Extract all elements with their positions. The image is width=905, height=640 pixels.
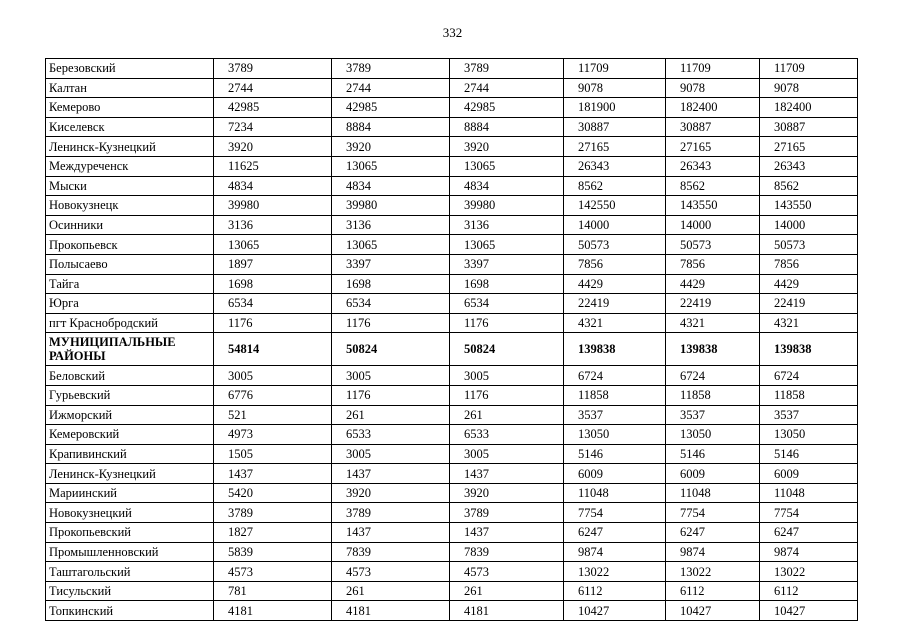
value-cell: 11048 bbox=[760, 483, 858, 503]
table-body bbox=[46, 59, 858, 621]
table-row bbox=[46, 137, 858, 157]
value-cell: 6247 bbox=[564, 523, 666, 543]
value-cell: 13022 bbox=[666, 562, 760, 582]
value-cell: 6009 bbox=[760, 464, 858, 484]
value-cell: 6534 bbox=[332, 294, 450, 314]
row-name-cell: Новокузнецк bbox=[46, 196, 214, 216]
value-cell: 1827 bbox=[214, 523, 332, 543]
value-cell: 7839 bbox=[332, 542, 450, 562]
table-row bbox=[46, 176, 858, 196]
table-row bbox=[46, 274, 858, 294]
value-cell: 3789 bbox=[332, 503, 450, 523]
value-cell: 5420 bbox=[214, 483, 332, 503]
table-row bbox=[46, 215, 858, 235]
value-cell: 14000 bbox=[760, 215, 858, 235]
row-name-cell: Калтан bbox=[46, 78, 214, 98]
value-cell: 4321 bbox=[760, 313, 858, 333]
value-cell: 1176 bbox=[332, 385, 450, 405]
value-cell: 39980 bbox=[214, 196, 332, 216]
value-cell: 13050 bbox=[564, 425, 666, 445]
value-cell: 27165 bbox=[666, 137, 760, 157]
value-cell: 4429 bbox=[666, 274, 760, 294]
table-row bbox=[46, 405, 858, 425]
value-cell: 6724 bbox=[666, 366, 760, 386]
value-cell: 13022 bbox=[760, 562, 858, 582]
value-cell: 6533 bbox=[332, 425, 450, 445]
value-cell: 4573 bbox=[450, 562, 564, 582]
value-cell: 3789 bbox=[332, 59, 450, 79]
table-row bbox=[46, 542, 858, 562]
value-cell: 5146 bbox=[666, 444, 760, 464]
page-number: 332 bbox=[442, 25, 463, 40]
value-cell: 4181 bbox=[332, 601, 450, 621]
value-cell: 4321 bbox=[666, 313, 760, 333]
value-cell: 4181 bbox=[450, 601, 564, 621]
value-cell: 6009 bbox=[666, 464, 760, 484]
table-row bbox=[46, 425, 858, 445]
value-cell: 1176 bbox=[214, 313, 332, 333]
value-cell: 3920 bbox=[332, 137, 450, 157]
table-row bbox=[46, 78, 858, 98]
value-cell: 521 bbox=[214, 405, 332, 425]
value-cell: 11858 bbox=[564, 385, 666, 405]
value-cell: 2744 bbox=[332, 78, 450, 98]
value-cell: 11709 bbox=[760, 59, 858, 79]
value-cell: 42985 bbox=[214, 98, 332, 118]
value-cell: 30887 bbox=[564, 117, 666, 137]
value-cell: 3005 bbox=[450, 366, 564, 386]
value-cell: 9874 bbox=[760, 542, 858, 562]
value-cell: 6112 bbox=[666, 581, 760, 601]
row-name-cell: Юрга bbox=[46, 294, 214, 314]
value-cell: 3005 bbox=[214, 366, 332, 386]
row-name-cell: Прокопьевский bbox=[46, 523, 214, 543]
table-row bbox=[46, 483, 858, 503]
value-cell: 6112 bbox=[564, 581, 666, 601]
value-cell: 3789 bbox=[214, 503, 332, 523]
table-row bbox=[46, 562, 858, 582]
row-name-cell: Киселевск bbox=[46, 117, 214, 137]
value-cell: 8562 bbox=[564, 176, 666, 196]
value-cell: 261 bbox=[332, 405, 450, 425]
value-cell: 6534 bbox=[450, 294, 564, 314]
row-name-cell: Ижморский bbox=[46, 405, 214, 425]
row-name-cell: Кемерово bbox=[46, 98, 214, 118]
row-name-cell: Осинники bbox=[46, 215, 214, 235]
value-cell: 10427 bbox=[666, 601, 760, 621]
table-row bbox=[46, 294, 858, 314]
value-cell: 4834 bbox=[332, 176, 450, 196]
value-cell: 261 bbox=[332, 581, 450, 601]
value-cell: 9078 bbox=[666, 78, 760, 98]
value-cell: 7234 bbox=[214, 117, 332, 137]
value-cell: 50573 bbox=[666, 235, 760, 255]
value-cell: 139838 bbox=[760, 333, 858, 366]
value-cell: 1437 bbox=[214, 464, 332, 484]
value-cell: 7839 bbox=[450, 542, 564, 562]
table-row bbox=[46, 156, 858, 176]
value-cell: 3920 bbox=[450, 137, 564, 157]
row-name-cell: Прокопьевск bbox=[46, 235, 214, 255]
value-cell: 39980 bbox=[332, 196, 450, 216]
value-cell: 3136 bbox=[214, 215, 332, 235]
value-cell: 7856 bbox=[760, 254, 858, 274]
value-cell: 42985 bbox=[450, 98, 564, 118]
value-cell: 142550 bbox=[564, 196, 666, 216]
value-cell: 3920 bbox=[450, 483, 564, 503]
row-name-cell: Тайга bbox=[46, 274, 214, 294]
value-cell: 22419 bbox=[564, 294, 666, 314]
value-cell: 13065 bbox=[214, 235, 332, 255]
value-cell: 6112 bbox=[760, 581, 858, 601]
value-cell: 10427 bbox=[760, 601, 858, 621]
value-cell: 6534 bbox=[214, 294, 332, 314]
value-cell: 4573 bbox=[214, 562, 332, 582]
value-cell: 6533 bbox=[450, 425, 564, 445]
value-cell: 3397 bbox=[332, 254, 450, 274]
value-cell: 3537 bbox=[760, 405, 858, 425]
value-cell: 11858 bbox=[666, 385, 760, 405]
value-cell: 7754 bbox=[666, 503, 760, 523]
value-cell: 11709 bbox=[564, 59, 666, 79]
row-name-cell: Ленинск-Кузнецкий bbox=[46, 464, 214, 484]
value-cell: 50573 bbox=[760, 235, 858, 255]
value-cell: 9874 bbox=[666, 542, 760, 562]
value-cell: 10427 bbox=[564, 601, 666, 621]
value-cell: 50824 bbox=[332, 333, 450, 366]
value-cell: 14000 bbox=[564, 215, 666, 235]
value-cell: 139838 bbox=[564, 333, 666, 366]
value-cell: 5146 bbox=[760, 444, 858, 464]
table-row bbox=[46, 601, 858, 621]
value-cell: 3789 bbox=[450, 59, 564, 79]
value-cell: 42985 bbox=[332, 98, 450, 118]
value-cell: 1437 bbox=[332, 464, 450, 484]
value-cell: 6776 bbox=[214, 385, 332, 405]
section-row bbox=[46, 333, 858, 366]
value-cell: 4321 bbox=[564, 313, 666, 333]
value-cell: 26343 bbox=[666, 156, 760, 176]
table-row bbox=[46, 444, 858, 464]
value-cell: 4573 bbox=[332, 562, 450, 582]
row-name-cell: Междуреченск bbox=[46, 156, 214, 176]
value-cell: 3920 bbox=[214, 137, 332, 157]
value-cell: 11858 bbox=[760, 385, 858, 405]
row-name-cell: Беловский bbox=[46, 366, 214, 386]
value-cell: 5146 bbox=[564, 444, 666, 464]
table-row bbox=[46, 59, 858, 79]
value-cell: 3537 bbox=[666, 405, 760, 425]
row-name-cell: Топкинский bbox=[46, 601, 214, 621]
table-row bbox=[46, 235, 858, 255]
value-cell: 8884 bbox=[332, 117, 450, 137]
value-cell: 9078 bbox=[564, 78, 666, 98]
value-cell: 6724 bbox=[760, 366, 858, 386]
table-row bbox=[46, 464, 858, 484]
row-name-cell: Мариинский bbox=[46, 483, 214, 503]
value-cell: 30887 bbox=[760, 117, 858, 137]
value-cell: 261 bbox=[450, 405, 564, 425]
table-row bbox=[46, 98, 858, 118]
table-row bbox=[46, 117, 858, 137]
value-cell: 1437 bbox=[450, 523, 564, 543]
value-cell: 1698 bbox=[450, 274, 564, 294]
value-cell: 50824 bbox=[450, 333, 564, 366]
table-row bbox=[46, 503, 858, 523]
value-cell: 781 bbox=[214, 581, 332, 601]
row-name-cell: Мыски bbox=[46, 176, 214, 196]
value-cell: 13050 bbox=[666, 425, 760, 445]
row-name-cell: пгт Краснобродский bbox=[46, 313, 214, 333]
value-cell: 1698 bbox=[214, 274, 332, 294]
value-cell: 1176 bbox=[450, 313, 564, 333]
value-cell: 1176 bbox=[332, 313, 450, 333]
value-cell: 6724 bbox=[564, 366, 666, 386]
row-name-cell: Березовский bbox=[46, 59, 214, 79]
value-cell: 139838 bbox=[666, 333, 760, 366]
value-cell: 2744 bbox=[450, 78, 564, 98]
value-cell: 9078 bbox=[760, 78, 858, 98]
value-cell: 143550 bbox=[760, 196, 858, 216]
value-cell: 7754 bbox=[760, 503, 858, 523]
value-cell: 11048 bbox=[666, 483, 760, 503]
value-cell: 13050 bbox=[760, 425, 858, 445]
table-row bbox=[46, 196, 858, 216]
value-cell: 182400 bbox=[760, 98, 858, 118]
value-cell: 13065 bbox=[332, 235, 450, 255]
row-name-cell: Тисульский bbox=[46, 581, 214, 601]
value-cell: 181900 bbox=[564, 98, 666, 118]
row-name-cell: Таштагольский bbox=[46, 562, 214, 582]
value-cell: 6009 bbox=[564, 464, 666, 484]
table-row bbox=[46, 523, 858, 543]
value-cell: 3005 bbox=[332, 444, 450, 464]
value-cell: 13022 bbox=[564, 562, 666, 582]
value-cell: 7856 bbox=[564, 254, 666, 274]
value-cell: 54814 bbox=[214, 333, 332, 366]
value-cell: 22419 bbox=[760, 294, 858, 314]
value-cell: 7856 bbox=[666, 254, 760, 274]
table-row bbox=[46, 313, 858, 333]
value-cell: 1437 bbox=[450, 464, 564, 484]
value-cell: 1505 bbox=[214, 444, 332, 464]
value-cell: 50573 bbox=[564, 235, 666, 255]
value-cell: 3397 bbox=[450, 254, 564, 274]
value-cell: 6247 bbox=[760, 523, 858, 543]
value-cell: 13065 bbox=[450, 156, 564, 176]
value-cell: 6247 bbox=[666, 523, 760, 543]
value-cell: 182400 bbox=[666, 98, 760, 118]
row-name-cell: МУНИЦИПАЛЬНЫЕ РАЙОНЫ bbox=[46, 333, 214, 366]
value-cell: 1698 bbox=[332, 274, 450, 294]
value-cell: 27165 bbox=[760, 137, 858, 157]
value-cell: 27165 bbox=[564, 137, 666, 157]
value-cell: 9874 bbox=[564, 542, 666, 562]
row-name-cell: Гурьевский bbox=[46, 385, 214, 405]
value-cell: 7754 bbox=[564, 503, 666, 523]
value-cell: 3789 bbox=[214, 59, 332, 79]
value-cell: 39980 bbox=[450, 196, 564, 216]
value-cell: 14000 bbox=[666, 215, 760, 235]
value-cell: 1176 bbox=[450, 385, 564, 405]
value-cell: 8562 bbox=[760, 176, 858, 196]
value-cell: 4429 bbox=[564, 274, 666, 294]
value-cell: 13065 bbox=[450, 235, 564, 255]
value-cell: 4834 bbox=[214, 176, 332, 196]
row-name-cell: Ленинск-Кузнецкий bbox=[46, 137, 214, 157]
value-cell: 26343 bbox=[760, 156, 858, 176]
value-cell: 22419 bbox=[666, 294, 760, 314]
value-cell: 8562 bbox=[666, 176, 760, 196]
value-cell: 3920 bbox=[332, 483, 450, 503]
row-name-cell: Крапивинский bbox=[46, 444, 214, 464]
value-cell: 11048 bbox=[564, 483, 666, 503]
value-cell: 1437 bbox=[332, 523, 450, 543]
value-cell: 30887 bbox=[666, 117, 760, 137]
value-cell: 261 bbox=[450, 581, 564, 601]
data-table bbox=[45, 58, 858, 621]
value-cell: 4181 bbox=[214, 601, 332, 621]
value-cell: 11709 bbox=[666, 59, 760, 79]
value-cell: 26343 bbox=[564, 156, 666, 176]
value-cell: 1897 bbox=[214, 254, 332, 274]
table-row bbox=[46, 581, 858, 601]
value-cell: 3005 bbox=[332, 366, 450, 386]
value-cell: 4973 bbox=[214, 425, 332, 445]
value-cell: 4834 bbox=[450, 176, 564, 196]
value-cell: 5839 bbox=[214, 542, 332, 562]
row-name-cell: Новокузнецкий bbox=[46, 503, 214, 523]
row-name-cell: Промышленновский bbox=[46, 542, 214, 562]
table-row bbox=[46, 254, 858, 274]
value-cell: 13065 bbox=[332, 156, 450, 176]
value-cell: 3136 bbox=[450, 215, 564, 235]
value-cell: 3136 bbox=[332, 215, 450, 235]
row-name-cell: Кемеровский bbox=[46, 425, 214, 445]
row-name-cell: Полысаево bbox=[46, 254, 214, 274]
value-cell: 3537 bbox=[564, 405, 666, 425]
value-cell: 11625 bbox=[214, 156, 332, 176]
value-cell: 2744 bbox=[214, 78, 332, 98]
value-cell: 4429 bbox=[760, 274, 858, 294]
table-row bbox=[46, 366, 858, 386]
value-cell: 8884 bbox=[450, 117, 564, 137]
value-cell: 143550 bbox=[666, 196, 760, 216]
table-row bbox=[46, 385, 858, 405]
value-cell: 3005 bbox=[450, 444, 564, 464]
value-cell: 3789 bbox=[450, 503, 564, 523]
